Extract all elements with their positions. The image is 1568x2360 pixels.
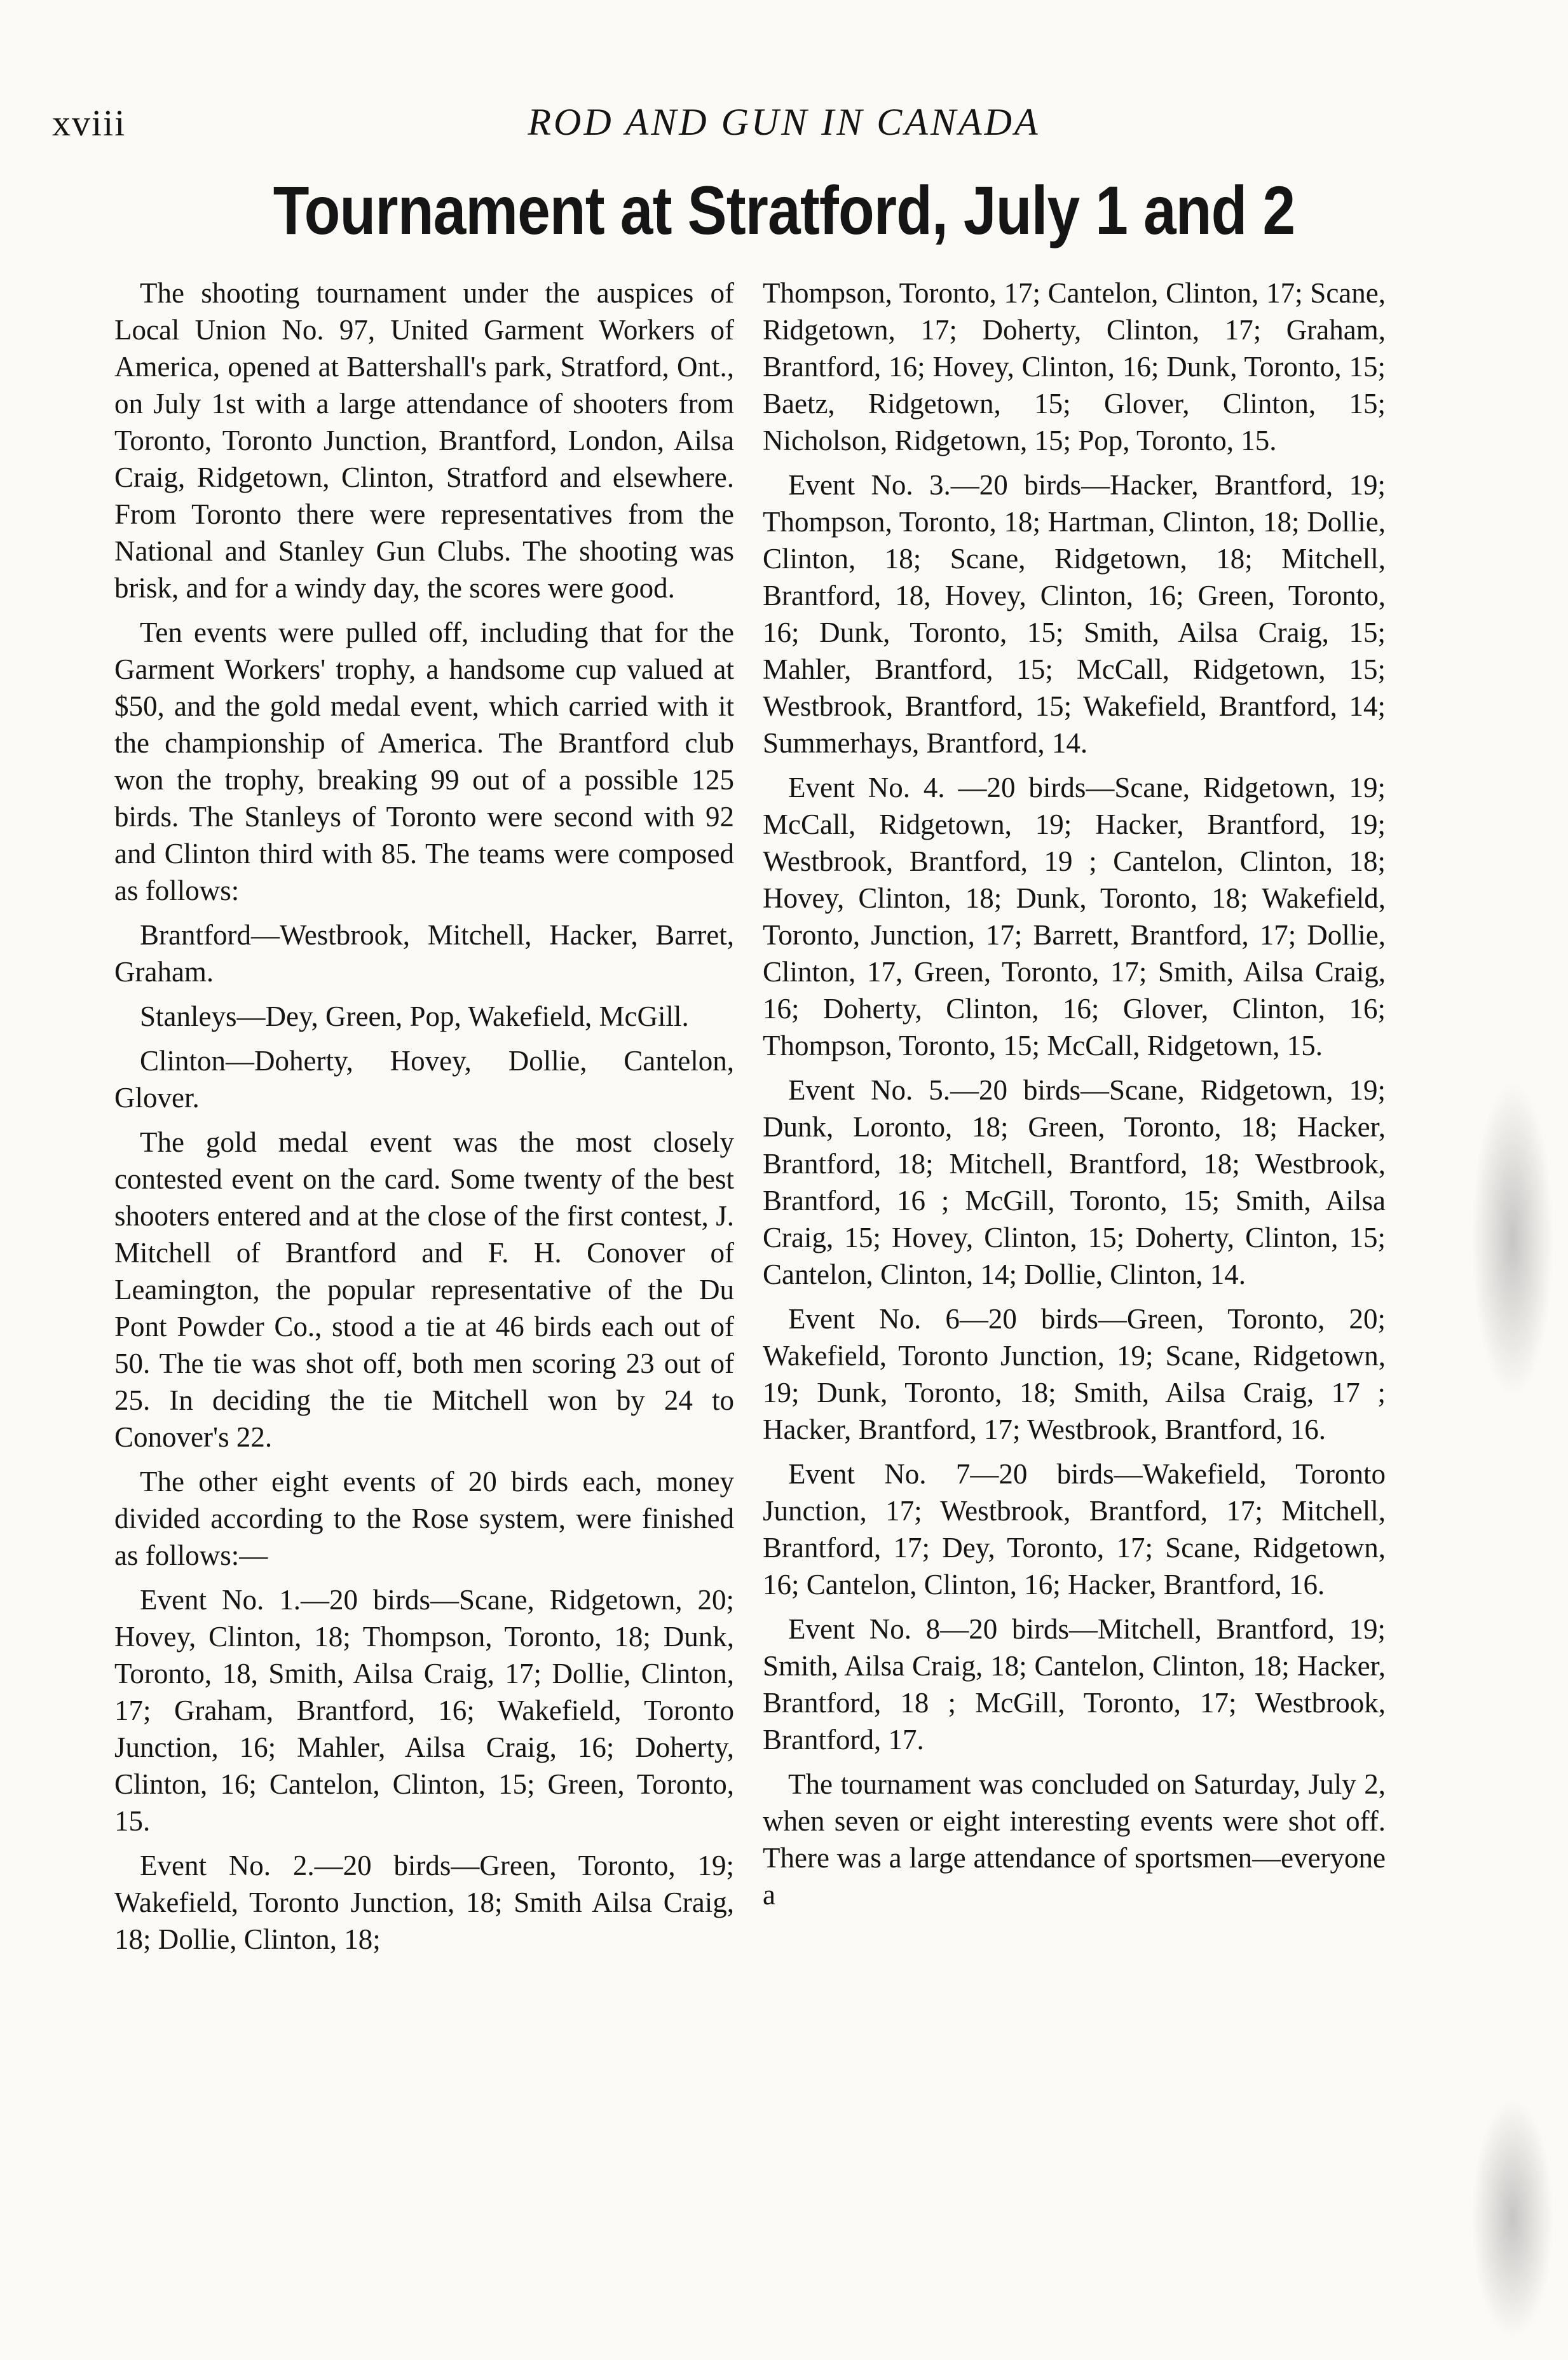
- page-number: xviii: [52, 102, 126, 144]
- paragraph: Event No. 7—20 birds—Wakefield, Toronto Junction, 17; Westbrook, Brantford, 17; Mitchell, Brantford, 17; Dey, Toronto, 17; Scane, Ridgetown, 16; Cantelon, Clinton, 16; Hacker, Brantford, 16.: [763, 1458, 1386, 1600]
- paragraph: The gold medal event was the most closely contested event on the card. Some twenty of the best shooters entered and at the close of the first contest, J. Mitchell of Brantford and F. H. Conover of Leamington, the popular representative of the Du Pont Powder Co., stood a tie at 46 birds each out of 50. The tie was shot off, both men scoring 23 out of 25. In deciding the tie Mitchell won by 24 to Conover's 22.: [114, 1126, 734, 1453]
- page-edge-speckle: [1471, 2097, 1554, 2339]
- paragraph: Event No. 2.—20 birds—Green, Toronto, 19; Wakefield, Toronto Junction, 18; Smith Ailsa Craig, 18; Dollie, Clinton, 18;: [114, 1850, 734, 1955]
- paragraph: Event No. 3.—20 birds—Hacker, Brantford, 19; Thompson, Toronto, 18; Hartman, Clinton, 18; Dollie, Clinton, 18; Scane, Ridgetown, 18; Mitchell, Brantford, 18, Hovey, Clinton, 16; Green, Toronto, 16; Dunk, Toronto, 15; Smith, Ailsa Craig, 15; Mahler, Brantford, 15; McCall, Ridgetown, 15; Westbrook, Brantford, 15; Wakefield, Brantford, 14; Summerhays, Brantford, 14.: [763, 469, 1386, 759]
- paragraph: Event No. 6—20 birds—Green, Toronto, 20; Wakefield, Toronto Junction, 19; Scane, Ridgetown, 19; Dunk, Toronto, 18; Smith, Ailsa Craig, 17 ; Hacker, Brantford, 17; Westbrook, Brantford, 16.: [763, 1303, 1386, 1445]
- article-title: Tournament at Stratford, July 1 and 2: [273, 172, 1295, 249]
- paragraph: Event No. 8—20 birds—Mitchell, Brantford, 19; Smith, Ailsa Craig, 18; Cantelon, Clinton, 18; Hacker, Brantford, 18 ; McGill, Toronto, 17; Westbrook, Brantford, 17.: [763, 1613, 1386, 1756]
- paragraph: Event No. 5.—20 birds—Scane, Ridgetown, 19; Dunk, Loronto, 18; Green, Toronto, 18; Hacker, Brantford, 18; Mitchell, Brantford, 18; Westbrook, Brantford, 16 ; McGill, Toronto, 15; Smith, Ailsa Craig, 15; Hovey, Clinton, 15; Doherty, Clinton, 15; Cantelon, Clinton, 14; Dollie, Clinton, 14.: [763, 1074, 1386, 1290]
- paragraph: The other eight events of 20 birds each, money divided according to the Rose system, were finished as follows:—: [114, 1466, 734, 1571]
- right-column: [763, 275, 1386, 2321]
- paragraph-continued: Thompson, Toronto, 17; Cantelon, Clinton, 17; Scane, Ridgetown, 17; Doherty, Clinton, 17; Graham, Brantford, 16; Hovey, Clinton, 16; Dunk, Toronto, 15; Baetz, Ridgetown, 15; Glover, Clinton, 15; Nicholson, Ridgetown, 15; Pop, Toronto, 15.: [763, 277, 1386, 456]
- page-edge-speckle: [1471, 1081, 1554, 1398]
- paragraph: Clinton—Doherty, Hovey, Dollie, Cantelon, Glover.: [114, 1045, 734, 1114]
- paragraph: Event No. 1.—20 birds—Scane, Ridgetown, 20; Hovey, Clinton, 18; Thompson, Toronto, 18; Dunk, Toronto, 18, Smith, Ailsa Craig, 17; Dollie, Clinton, 17; Graham, Brantford, 16; Wakefield, Toronto Junction, 16; Mahler, Ailsa Craig, 16; Doherty, Clinton, 16; Cantelon, Clinton, 15; Green, Toronto, 15.: [114, 1584, 734, 1837]
- paragraph: The tournament was concluded on Saturday, July 2, when seven or eight interesting events were shot off. There was a large attendance of sportsmen—everyone a: [763, 1768, 1386, 1911]
- running-head: ROD AND GUN IN CANADA: [528, 101, 1040, 143]
- paragraph: The shooting tournament under the auspices of Local Union No. 97, United Garment Workers of America, opened at Battershall's park, Stratford, Ont., on July 1st with a large attendance of shooters from Toronto, Toronto Junction, Brantford, London, Ailsa Craig, Ridgetown, Clinton, Stratford and elsewhere. From Toronto there were representatives from the National and Stanley Gun Clubs. The shooting was brisk, and for a windy day, the scores were good.: [114, 277, 734, 604]
- paragraph: Brantford—Westbrook, Mitchell, Hacker, Barret, Graham.: [114, 919, 734, 988]
- paragraph: Stanleys—Dey, Green, Pop, Wakefield, McGill.: [140, 1000, 689, 1032]
- paragraph: Ten events were pulled off, including that for the Garment Workers' trophy, a handsome cup valued at $50, and the gold medal event, which carried with it the championship of America. The Brantford club won the trophy, breaking 99 out of a possible 125 birds. The Stanleys of Toronto were second with 92 and Clinton third with 85. The teams were composed as follows:: [114, 617, 734, 906]
- left-column: [114, 275, 734, 2321]
- paragraph: Event No. 4. —20 birds—Scane, Ridgetown, 19; McCall, Ridgetown, 19; Hacker, Brantford, 19; Westbrook, Brantford, 19 ; Cantelon, Clinton, 18; Hovey, Clinton, 18; Dunk, Toronto, 18; Wakefield, Toronto, Junction, 17; Barrett, Brantford, 17; Dollie, Clinton, 17, Green, Toronto, 17; Smith, Ailsa Craig, 16; Doherty, Clinton, 16; Glover, Clinton, 16; Thompson, Toronto, 15; McCall, Ridgetown, 15.: [763, 772, 1386, 1061]
